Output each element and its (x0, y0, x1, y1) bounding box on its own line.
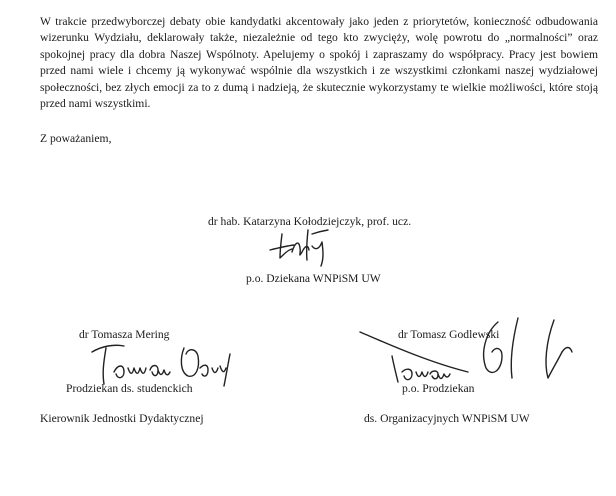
letter-paragraph: W trakcie przedwyborczej debaty obie kandydatki akcentowały jako jeden z priorytetów, konieczność odbudowania wizerunku Wydziału, deklarowały także, niezależnie od tego kto zwycięży, wolę powrotu do „normalności” oraz spokojnej pracy dla dobra Naszej Wspólnoty. Apelujemy o spokój i zapraszamy do współpracy. Pracy jest bowiem przed nami wiele i chcemy ją wykonywać wspólnie dla wszystkich i ze wszystkimi członkami naszej wydziałowej społeczności, bez złych emocji za to z dumą i nadzieją, że skutecznie wykorzystamy te wielkie możliwości, które stoją przed nami wszystkimi. (40, 15, 598, 111)
dean-signature (268, 228, 348, 268)
vice-dean-students-unit: Kierownik Jednostki Dydaktycznej (40, 412, 204, 425)
vice-dean-org-unit: ds. Organizacyjnych WNPiSM UW (364, 412, 530, 425)
greeting: Z poważaniem, (40, 132, 112, 145)
vice-dean-students-name: dr Tomasza Mering (79, 328, 170, 341)
vice-dean-students-signature (88, 338, 238, 388)
vice-dean-students-role: Prodziekan ds. studenckich (66, 382, 193, 395)
dean-role: p.o. Dziekana WNPiSM UW (246, 272, 381, 285)
vice-dean-org-role: p.o. Prodziekan (402, 382, 475, 395)
vice-dean-org-name: dr Tomasz Godlewski (398, 328, 500, 341)
dean-name: dr hab. Katarzyna Kołodziejczyk, prof. ucz. (208, 215, 412, 228)
